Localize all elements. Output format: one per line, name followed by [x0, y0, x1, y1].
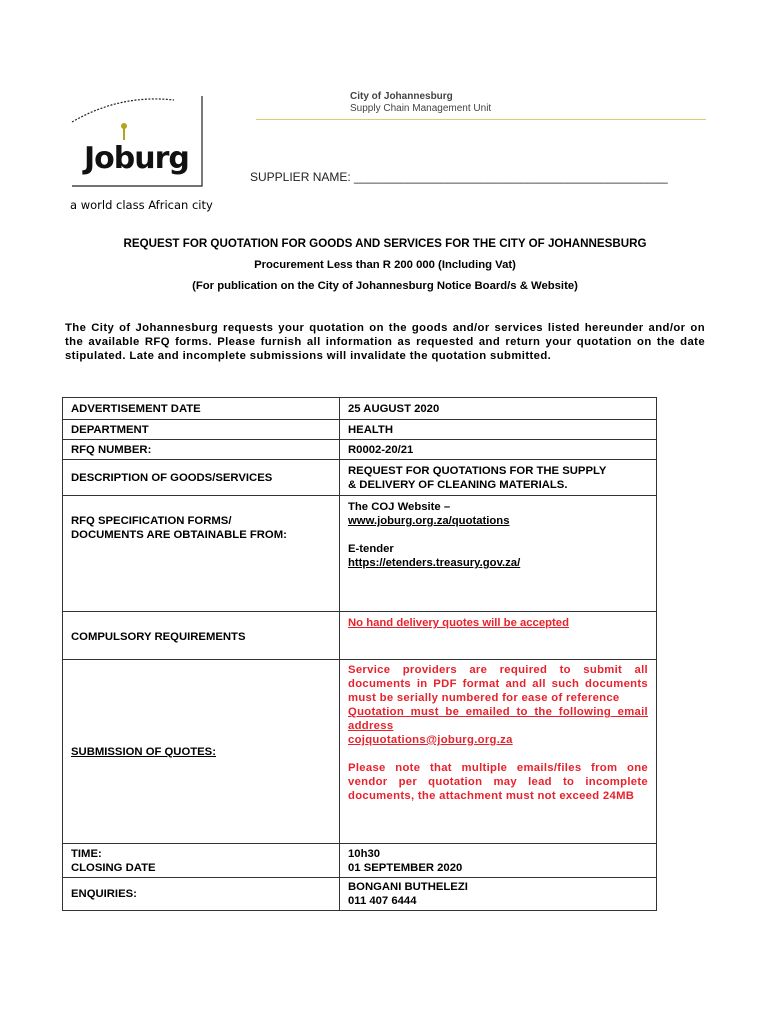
- table-row: [63, 440, 657, 460]
- sub-warning: Please note that multiple emails/files from one vendor per quotation may lead to incomplete documents, the attachment must not exceed 24MB: [348, 762, 648, 802]
- advert-value: 25 AUGUST 2020: [340, 398, 657, 420]
- supplier-name-field: SUPPLIER NAME: _______________________________________________: [250, 170, 668, 184]
- enq-phone: 011 407 6444: [348, 895, 417, 907]
- table-row: [63, 496, 657, 612]
- dept-value: HEALTH: [340, 420, 657, 440]
- closing-value: 01 SEPTEMBER 2020: [348, 861, 463, 874]
- time-closing-value: [340, 844, 657, 878]
- sub-email-instructions: Quotation must be emailed to the following email address: [348, 706, 648, 732]
- intro-paragraph: The City of Johannesburg requests your quotation on the goods and/or services listed hereunder and/or on the available RFQ forms. Please furnish all information as requested and return your quotation on the date stipulated. Late and incomplete submissions will invalidate the quotation submitted.: [65, 322, 705, 362]
- document-title: REQUEST FOR QUOTATION FOR GOODS AND SERVICES FOR THE CITY OF JOHANNESBURG: [123, 237, 647, 250]
- spec-label-line: RFQ SPECIFICATION FORMS/: [71, 515, 232, 527]
- etender-label: E-tender: [348, 543, 394, 555]
- table-row: [63, 612, 657, 660]
- unit-name: Supply Chain Management Unit: [350, 103, 492, 114]
- rfq-value: R0002-20/21: [340, 440, 657, 460]
- sub-label: SUBMISSION OF QUOTES:: [63, 660, 340, 844]
- sub-value: [340, 660, 657, 844]
- closing-label: CLOSING DATE: [71, 861, 156, 874]
- spec-label-line: DOCUMENTS ARE OBTAINABLE FROM:: [71, 529, 287, 541]
- table-row: [63, 660, 657, 844]
- spec-label: [63, 496, 340, 612]
- table-row: [63, 460, 657, 496]
- publication-subtitle: (For publication on the City of Johannesburg Notice Board/s & Website): [192, 280, 578, 292]
- etender-link[interactable]: https://etenders.treasury.gov.za/: [348, 557, 521, 569]
- table-row: [63, 398, 657, 420]
- coj-website-link[interactable]: www.joburg.org.za/quotations: [348, 515, 510, 527]
- comp-label: COMPULSORY REQUIREMENTS: [63, 612, 340, 660]
- desc-label: DESCRIPTION OF GOODS/SERVICES: [63, 460, 340, 496]
- enq-value: [340, 878, 657, 911]
- dept-label: DEPARTMENT: [63, 420, 340, 440]
- enq-label: ENQUIRIES:: [63, 878, 340, 911]
- table-row: [63, 878, 657, 911]
- svg-text:Joburg: Joburg: [84, 141, 189, 176]
- org-name: City of Johannesburg: [350, 91, 453, 102]
- rfq-details-table: [62, 397, 657, 911]
- table-row: [63, 420, 657, 440]
- logo-tagline: a world class African city: [70, 198, 213, 212]
- enq-name: BONGANI BUTHELEZI: [348, 881, 468, 893]
- spec-web-label: The COJ Website –: [348, 501, 451, 513]
- quotation-email-link[interactable]: cojquotations@joburg.org.za: [348, 734, 513, 746]
- time-value: 10h30: [348, 847, 381, 860]
- desc-value-line: REQUEST FOR QUOTATIONS FOR THE SUPPLY: [348, 464, 607, 477]
- joburg-logo: [70, 96, 204, 188]
- comp-value: No hand delivery quotes will be accepted: [340, 612, 657, 660]
- rfq-label: RFQ NUMBER:: [63, 440, 340, 460]
- time-label: TIME:: [71, 847, 102, 860]
- desc-value-line: & DELIVERY OF CLEANING MATERIALS.: [348, 478, 568, 491]
- advert-label: ADVERTISEMENT DATE: [63, 398, 340, 420]
- sub-instructions: Service providers are required to submit all documents in PDF format and all such documents must be serially numbered for ease of reference: [348, 664, 648, 704]
- time-closing-label: [63, 844, 340, 878]
- table-row: [63, 844, 657, 878]
- desc-value: [340, 460, 657, 496]
- header-divider: [256, 119, 706, 120]
- procurement-subtitle: Procurement Less than R 200 000 (Including Vat): [254, 259, 516, 271]
- spec-value: [340, 496, 657, 612]
